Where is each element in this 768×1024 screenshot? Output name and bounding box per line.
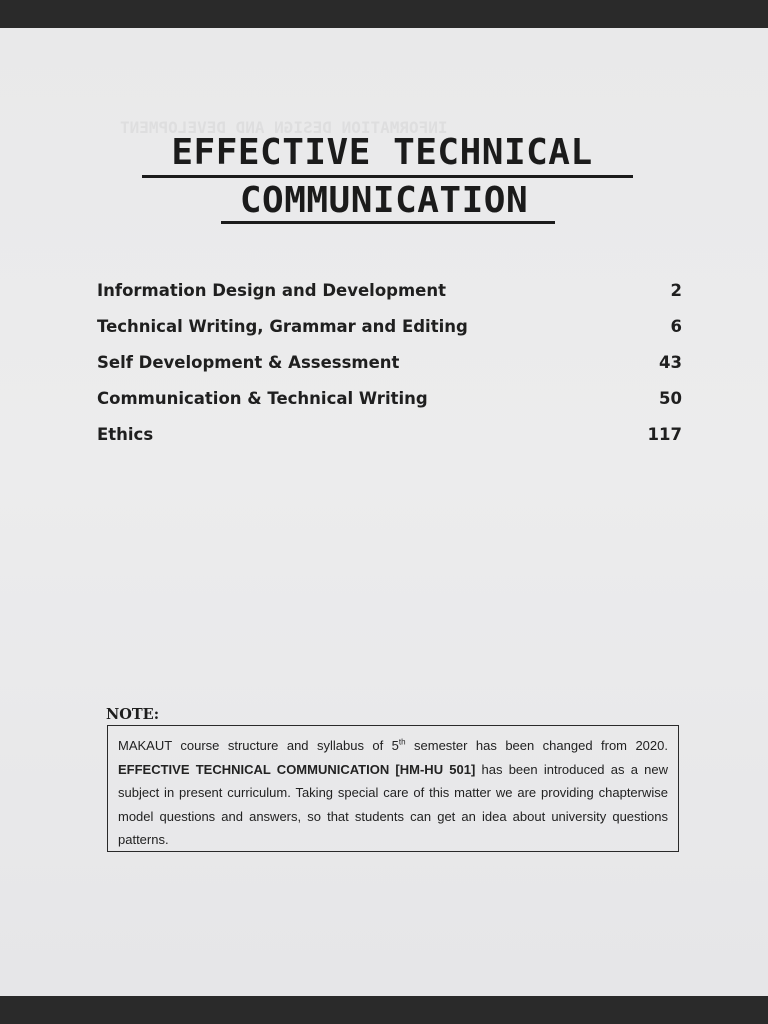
document-page bbox=[0, 28, 768, 996]
toc-page-number: 50 bbox=[659, 389, 682, 408]
note-text: has been introduced as a new subject in present curriculum. Taking special care of this matter we are providing chapterwise model questions and answers, so that students can get an idea about university questions patterns. bbox=[118, 761, 668, 847]
note-box bbox=[107, 725, 679, 852]
toc-page-number: 43 bbox=[659, 353, 682, 372]
toc-row[interactable] bbox=[97, 317, 682, 341]
page-title-line1: EFFECTIVE TECHNICAL bbox=[171, 132, 593, 173]
toc-row[interactable] bbox=[97, 353, 682, 377]
toc-chapter-title: Information Design and Development bbox=[97, 281, 446, 300]
page-title-line2: COMMUNICATION bbox=[239, 180, 529, 221]
note-text: semester has been changed from 2020. bbox=[405, 738, 668, 753]
toc-chapter-title: Ethics bbox=[97, 425, 154, 444]
note-heading: NOTE: bbox=[106, 706, 160, 723]
toc-chapter-title: Technical Writing, Grammar and Editing bbox=[97, 317, 468, 336]
toc-chapter-title: Communication & Technical Writing bbox=[97, 389, 428, 408]
note-text: MAKAUT course structure and syllabus of 5 bbox=[118, 738, 399, 753]
toc-chapter-title: Self Development & Assessment bbox=[97, 353, 400, 372]
toc-row[interactable] bbox=[97, 425, 682, 449]
toc-page-number: 6 bbox=[670, 317, 682, 336]
toc-page-number: 2 bbox=[670, 281, 682, 300]
toc-row[interactable] bbox=[97, 389, 682, 413]
note-subject-code: EFFECTIVE TECHNICAL COMMUNICATION [HM-HU 501] bbox=[118, 761, 476, 777]
note-superscript: th bbox=[398, 737, 406, 747]
title-underline-top bbox=[142, 175, 633, 178]
toc-page-number: 117 bbox=[647, 425, 682, 444]
title-underline-bottom bbox=[221, 221, 555, 224]
bleed-through-text: INFORMATION DESIGN AND DEVELOPMENT bbox=[120, 118, 448, 137]
toc-row[interactable] bbox=[97, 281, 682, 305]
